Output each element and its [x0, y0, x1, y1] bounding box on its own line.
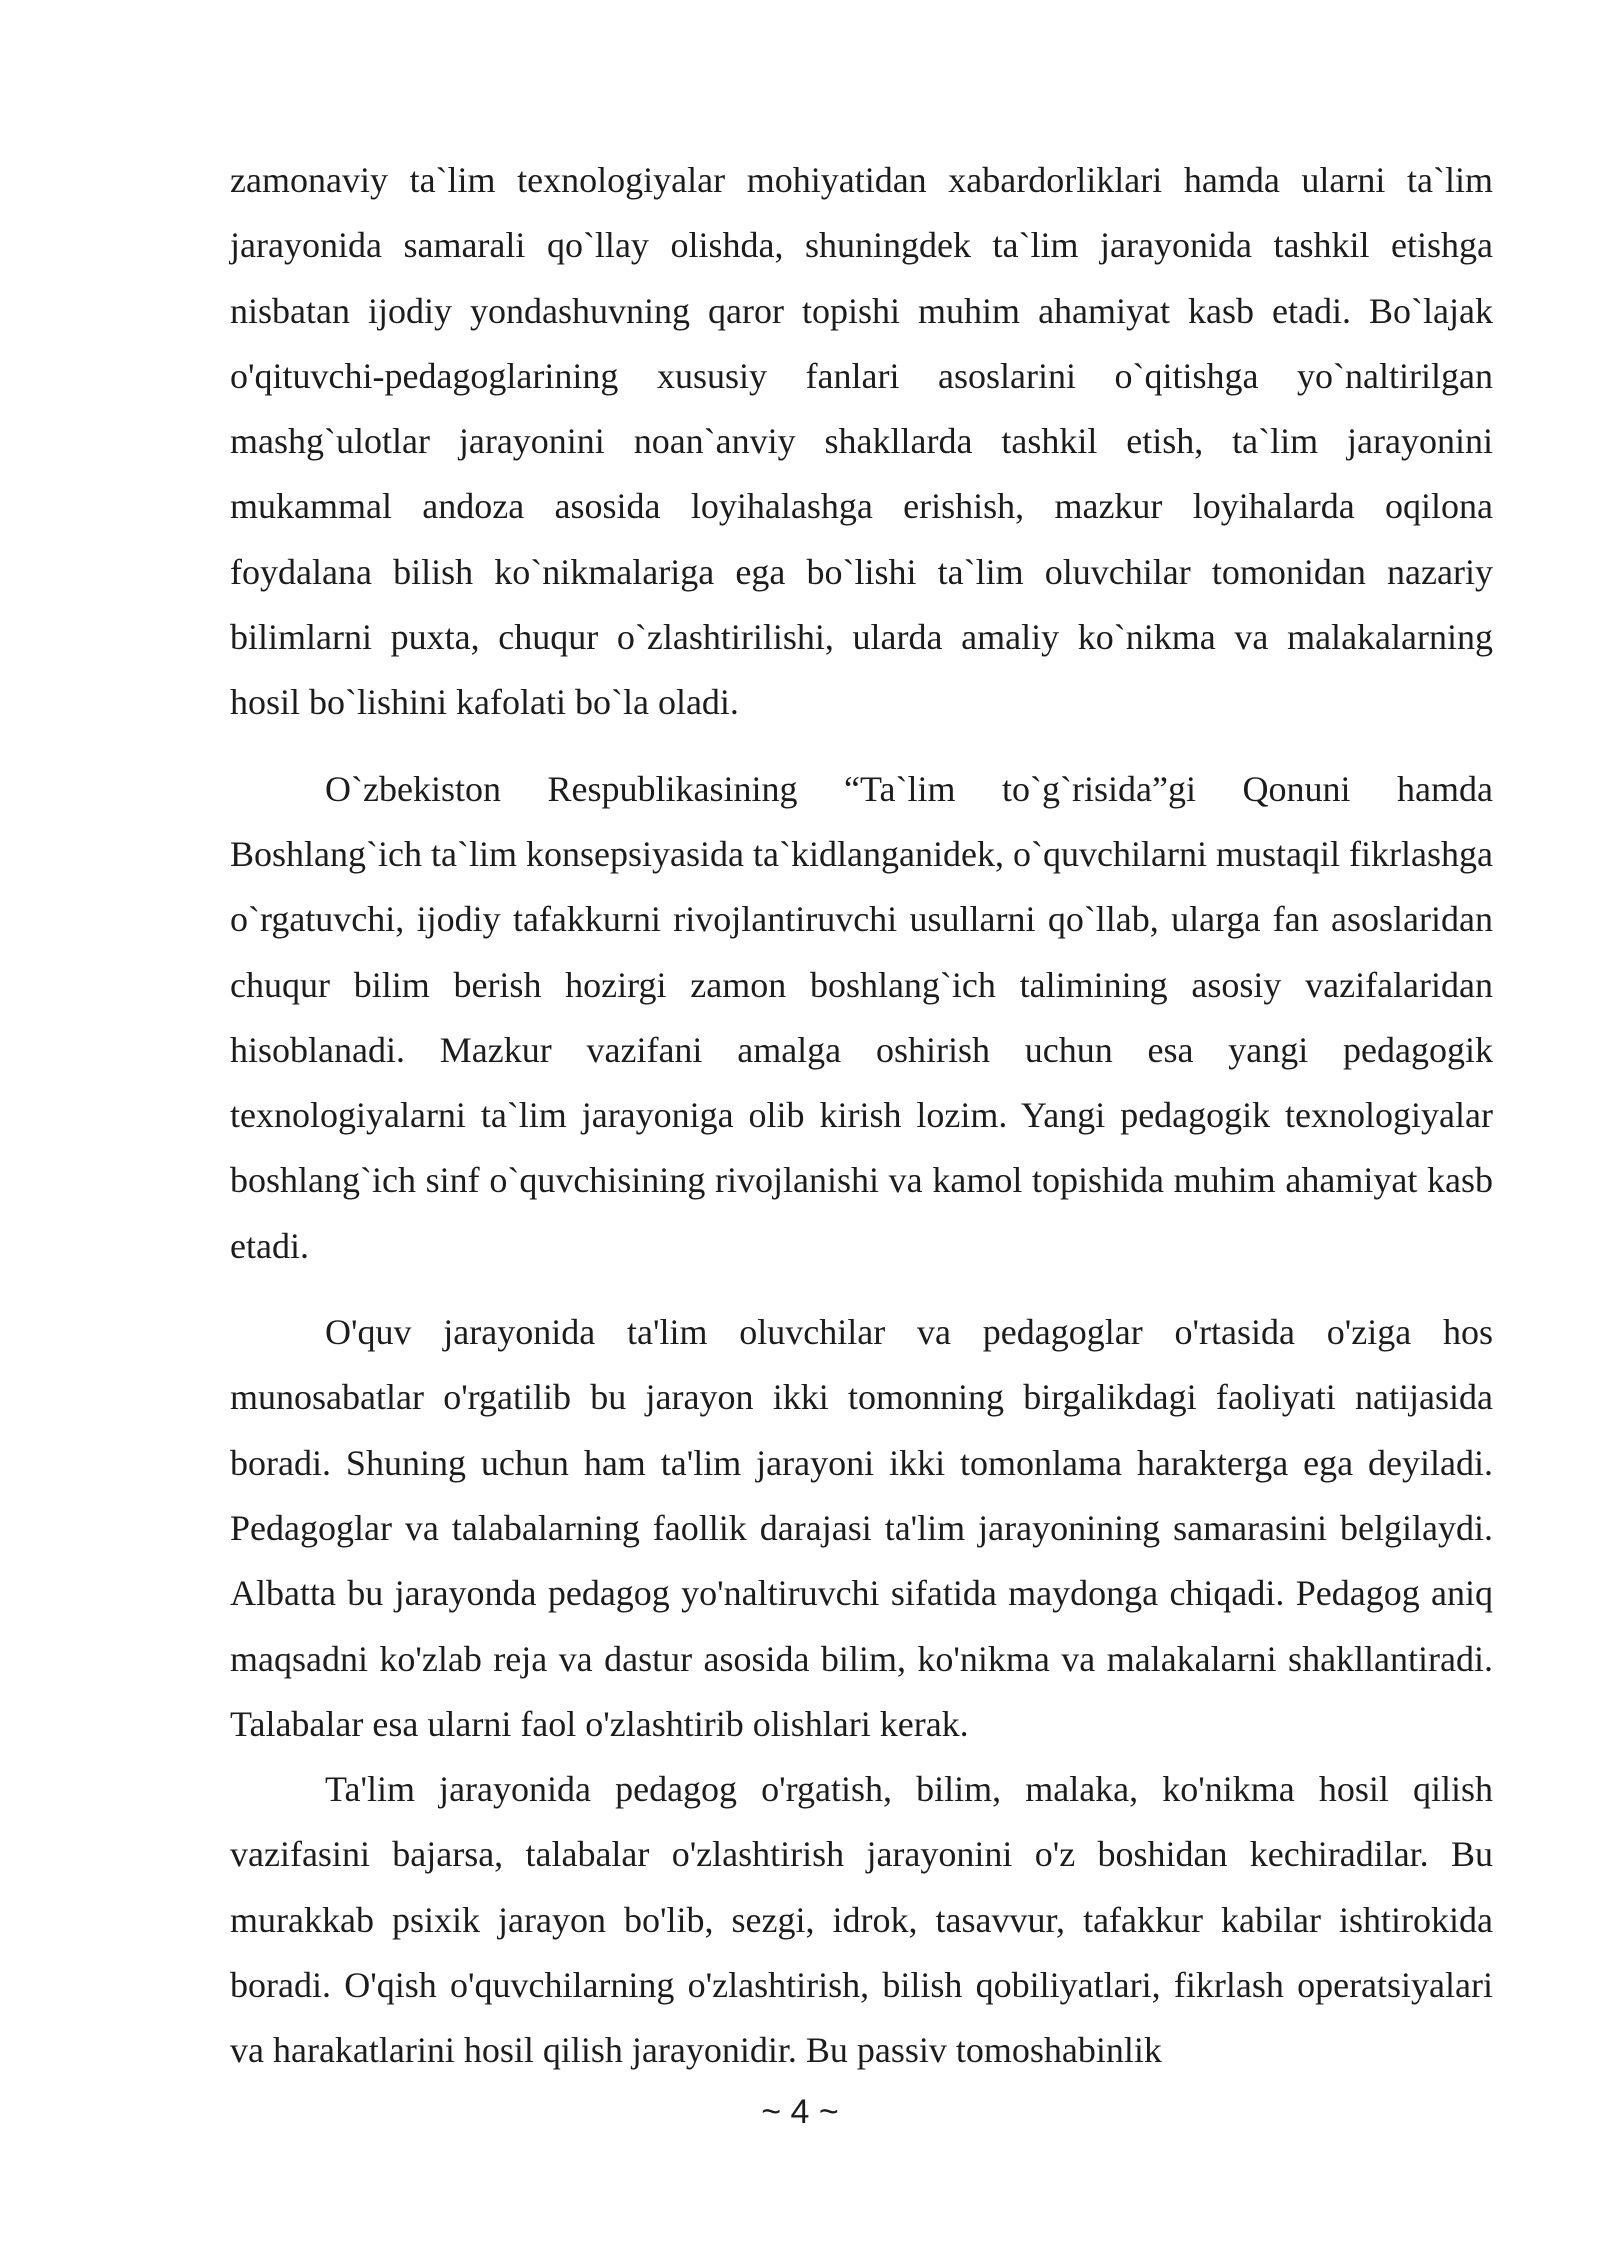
paragraph-1: zamonaviy ta`lim texnologiyalar mohiyatidan xabardorliklari hamda ularni ta`lim jarayonida samarali qo`llay olishda, shuningdek ta`lim jarayonida tashkil etishga nisbatan ijodiy yondashuvning qaror topishi muhim ahamiyat kasb etadi. Bo`lajak o'qituvchi-pedagoglarining xususiy fanlari asoslarini o`qitishga yo`naltirilgan mashg`ulotlar jarayonini noan`anviy shakllarda tashkil etish, ta`lim jarayonini mukammal andoza asosida loyihalashga erishish, mazkur loyihalarda oqilona foydalana bilish ko`nikmalariga ega bo`lishi ta`lim oluvchilar tomonidan nazariy bilimlarni puxta, chuqur o`zlashtirilishi, ularda amaliy ko`nikma va malakalarning hosil bo`lishini kafolati bo`la oladi. — [230, 160, 1493, 723]
page-number: ~ 4 ~ — [761, 2093, 839, 2131]
paragraph-2: O`zbekiston Respublikasining “Ta`lim to`g`risida”gi Qonuni hamda Boshlang`ich ta`lim konsepsiyasida ta`kidlanganidek, o`quvchilarni mustaqil fikrlashga o`rgatuvchi, ijodiy tafakkurni rivojlantiruvchi usullarni qo`llab, ularga fan asoslaridan chuqur bilim berish hozirgi zamon boshlang`ich talimining asosiy vazifalaridan hisoblanadi. Mazkur vazifani amalga oshirish uchun esa yangi pedagogik texnologiyalarni ta`lim jarayoniga olib kirish lozim. Yangi pedagogik texnologiyalar boshlang`ich sinf o`quvchisining rivojlanishi va kamol topishida muhim ahamiyat kasb etadi. — [230, 768, 1493, 1266]
paragraph-3: O'quv jarayonida ta'lim oluvchilar va pedagoglar o'rtasida o'ziga hos munosabatlar o'rgatilib bu jarayon ikki tomonning birgalikdagi faoliyati natijasida boradi. Shuning uchun ham ta'lim jarayoni ikki tomonlama harakterga ega deyiladi. Pedagoglar va talabalarning faollik darajasi ta'lim jarayonining samarasini belgilaydi. Albatta bu jarayonda pedagog yo'naltiruvchi sifatida maydonga chiqadi. Pedagog aniq maqsadni ko'zlab reja va dastur asosida bilim, ko'nikma va malakalarni shakllantiradi. Talabalar esa ularni faol o'zlashtirib olishlari kerak. — [230, 1312, 1493, 1744]
paragraph-4: Ta'lim jarayonida pedagog o'rgatish, bilim, malaka, ko'nikma hosil qilish vazifasini bajarsa, talabalar o'zlashtirish jarayonini o'z boshidan kechiradilar. Bu murakkab psixik jarayon bo'lib, sezgi, idrok, tasavvur, tafakkur kabilar ishtirokida boradi. O'qish o'quvchilarning o'zlashtirish, bilish qobiliyatlari, fikrlash operatsiyalari va harakatlarini hosil qilish jarayonidir. Bu passiv tomoshabinlik — [230, 1769, 1493, 2071]
document-page — [230, 148, 1493, 2084]
